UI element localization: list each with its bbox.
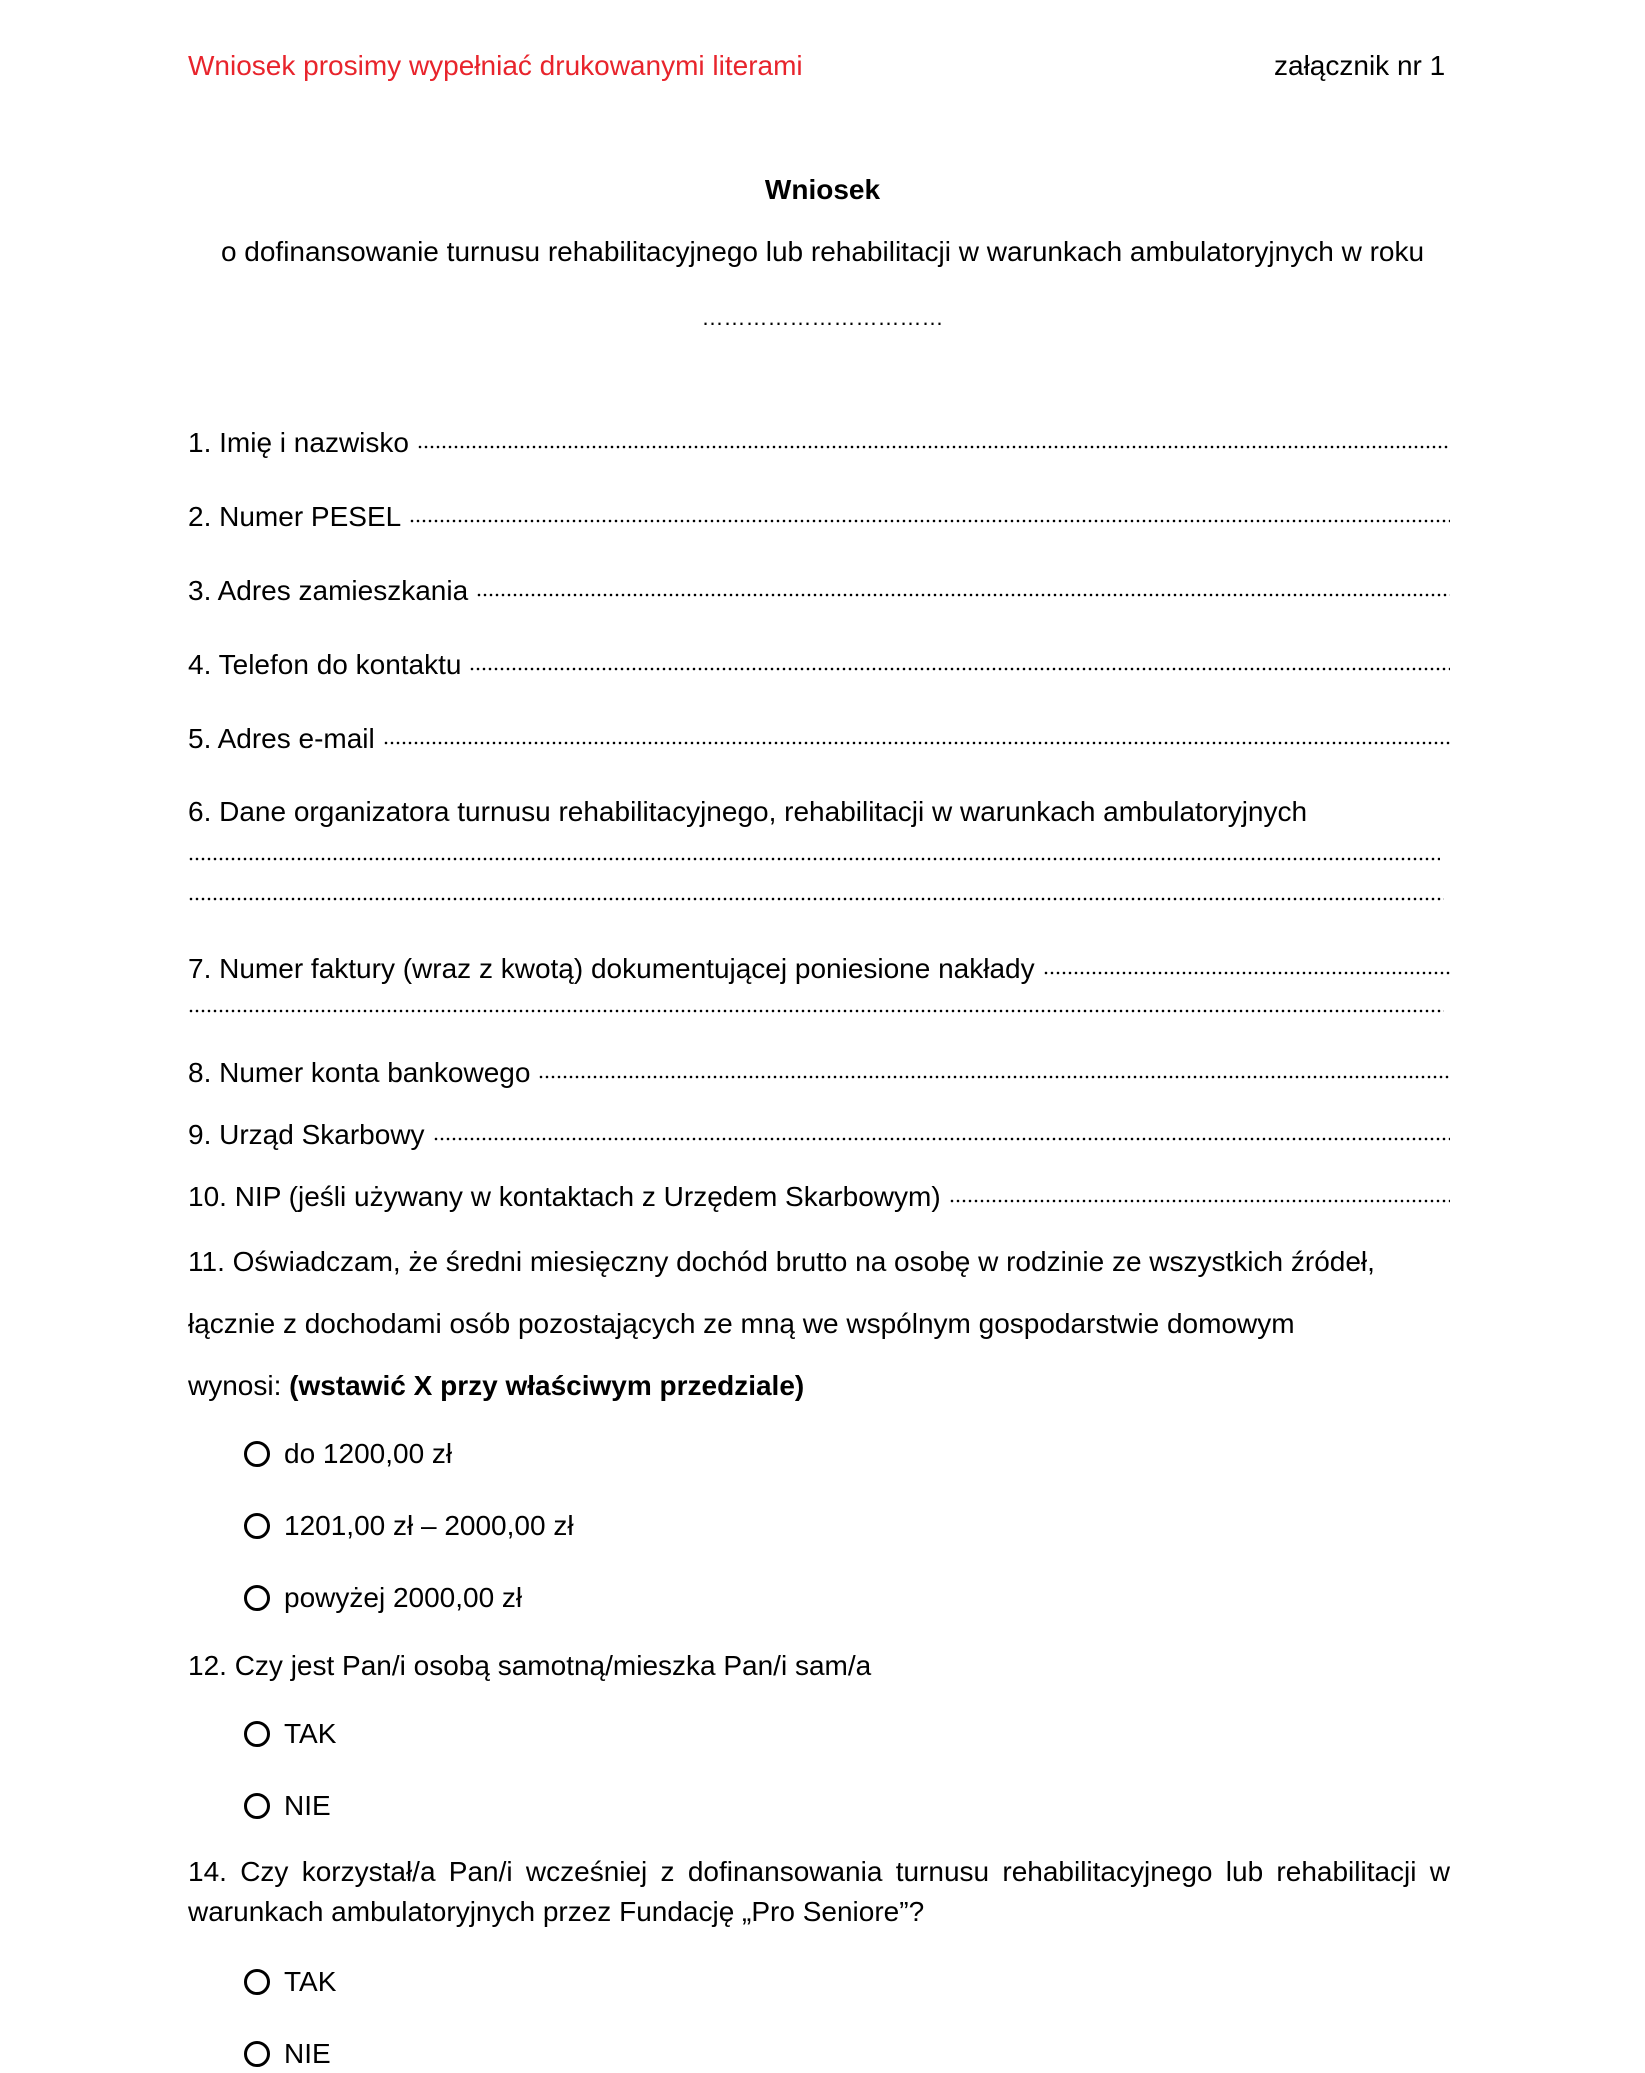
previous-option-no-label: NIE	[284, 2038, 331, 2069]
income-prefix: wynosi:	[188, 1370, 290, 1401]
invoice-line-2[interactable]	[188, 1006, 1444, 1016]
phone-dotted-line	[469, 664, 1450, 674]
document-subtitle: o dofinansowanie turnusu rehabilitacyjnego lub rehabilitacji w warunkach ambulatoryjnych w roku	[220, 236, 1425, 267]
nip-label: 10. NIP (jeśli używany w kontaktach z Urzędem Skarbowym)	[188, 1181, 941, 1212]
pesel-dotted-line	[409, 516, 1450, 526]
previous-option-no[interactable]	[244, 2036, 331, 2072]
alone-question: 12. Czy jest Pan/i osobą samotną/mieszka Pan/i sam/a	[188, 1650, 872, 1681]
organizer-line-2[interactable]	[188, 894, 1444, 904]
bank-account-field[interactable]	[188, 1051, 1450, 1091]
pesel-field[interactable]	[188, 495, 1450, 535]
tax-office-dotted-line	[433, 1134, 1450, 1144]
income-option-1[interactable]	[244, 1436, 452, 1472]
tax-office-label: 9. Urząd Skarbowy	[188, 1119, 425, 1150]
radio-circle-icon[interactable]	[244, 1721, 270, 1747]
tax-office-field[interactable]	[188, 1113, 1450, 1153]
invoice-dotted-line	[1043, 968, 1450, 978]
name-label: 1. Imię i nazwisko	[188, 427, 409, 458]
bank-account-dotted-line	[538, 1072, 1450, 1082]
income-option-2-label: 1201,00 zł – 2000,00 zł	[284, 1510, 574, 1541]
nip-field[interactable]	[188, 1175, 1450, 1215]
phone-label: 4. Telefon do kontaktu	[188, 649, 462, 680]
email-label: 5. Adres e-mail	[188, 723, 375, 754]
radio-circle-icon[interactable]	[244, 1441, 270, 1467]
previous-funding-question: 14. Czy korzystał/a Pan/i wcześniej z dofinansowania turnusu rehabilitacyjnego lub rehabilitacji w warunkach ambulatoryjnych przez Fundację „Pro Seniore”?	[188, 1856, 1450, 1927]
email-field[interactable]	[188, 717, 1450, 757]
address-field[interactable]	[188, 569, 1450, 609]
income-option-3[interactable]	[244, 1580, 522, 1616]
attachment-number: załącznik nr 1	[1274, 50, 1446, 81]
phone-field[interactable]	[188, 643, 1450, 683]
bank-account-label: 8. Numer konta bankowego	[188, 1057, 531, 1088]
alone-option-no[interactable]	[244, 1788, 331, 1824]
income-statement-line-1: 11. Oświadczam, że średni miesięczny dochód brutto na osobę w rodzinie ze wszystkich źródeł,	[188, 1246, 1375, 1277]
radio-circle-icon[interactable]	[244, 2041, 270, 2067]
invoice-field[interactable]	[188, 947, 1450, 987]
organizer-line-1[interactable]	[188, 854, 1440, 864]
name-field[interactable]	[188, 421, 1450, 461]
year-field[interactable]: ……………………………	[701, 305, 944, 330]
income-statement-line-3	[188, 1368, 804, 1404]
alone-option-yes[interactable]	[244, 1716, 336, 1752]
nip-dotted-line	[949, 1196, 1450, 1206]
radio-circle-icon[interactable]	[244, 1793, 270, 1819]
radio-circle-icon[interactable]	[244, 1513, 270, 1539]
fill-instruction: Wniosek prosimy wypełniać drukowanymi literami	[188, 50, 803, 81]
previous-option-yes[interactable]	[244, 1964, 336, 2000]
income-option-1-label: do 1200,00 zł	[284, 1438, 453, 1469]
income-option-3-label: powyżej 2000,00 zł	[284, 1582, 523, 1613]
address-dotted-line	[476, 590, 1450, 600]
income-option-2[interactable]	[244, 1508, 574, 1544]
email-dotted-line	[383, 738, 1450, 748]
organizer-label: 6. Dane organizatora turnusu rehabilitacyjnego, rehabilitacji w warunkach ambulatoryjnych	[188, 796, 1308, 827]
income-statement-line-2: łącznie z dochodami osób pozostających ze mną we wspólnym gospodarstwie domowym	[188, 1308, 1295, 1339]
document-title: Wniosek	[764, 174, 881, 205]
radio-circle-icon[interactable]	[244, 1585, 270, 1611]
alone-option-no-label: NIE	[284, 1790, 331, 1821]
income-instruction: (wstawić X przy właściwym przedziale)	[289, 1370, 805, 1401]
previous-option-yes-label: TAK	[284, 1966, 337, 1997]
name-dotted-line	[417, 442, 1450, 452]
invoice-label: 7. Numer faktury (wraz z kwotą) dokumentującej poniesione nakłady	[188, 953, 1035, 984]
pesel-label: 2. Numer PESEL	[188, 501, 402, 532]
address-label: 3. Adres zamieszkania	[188, 575, 469, 606]
alone-option-yes-label: TAK	[284, 1718, 337, 1749]
radio-circle-icon[interactable]	[244, 1969, 270, 1995]
